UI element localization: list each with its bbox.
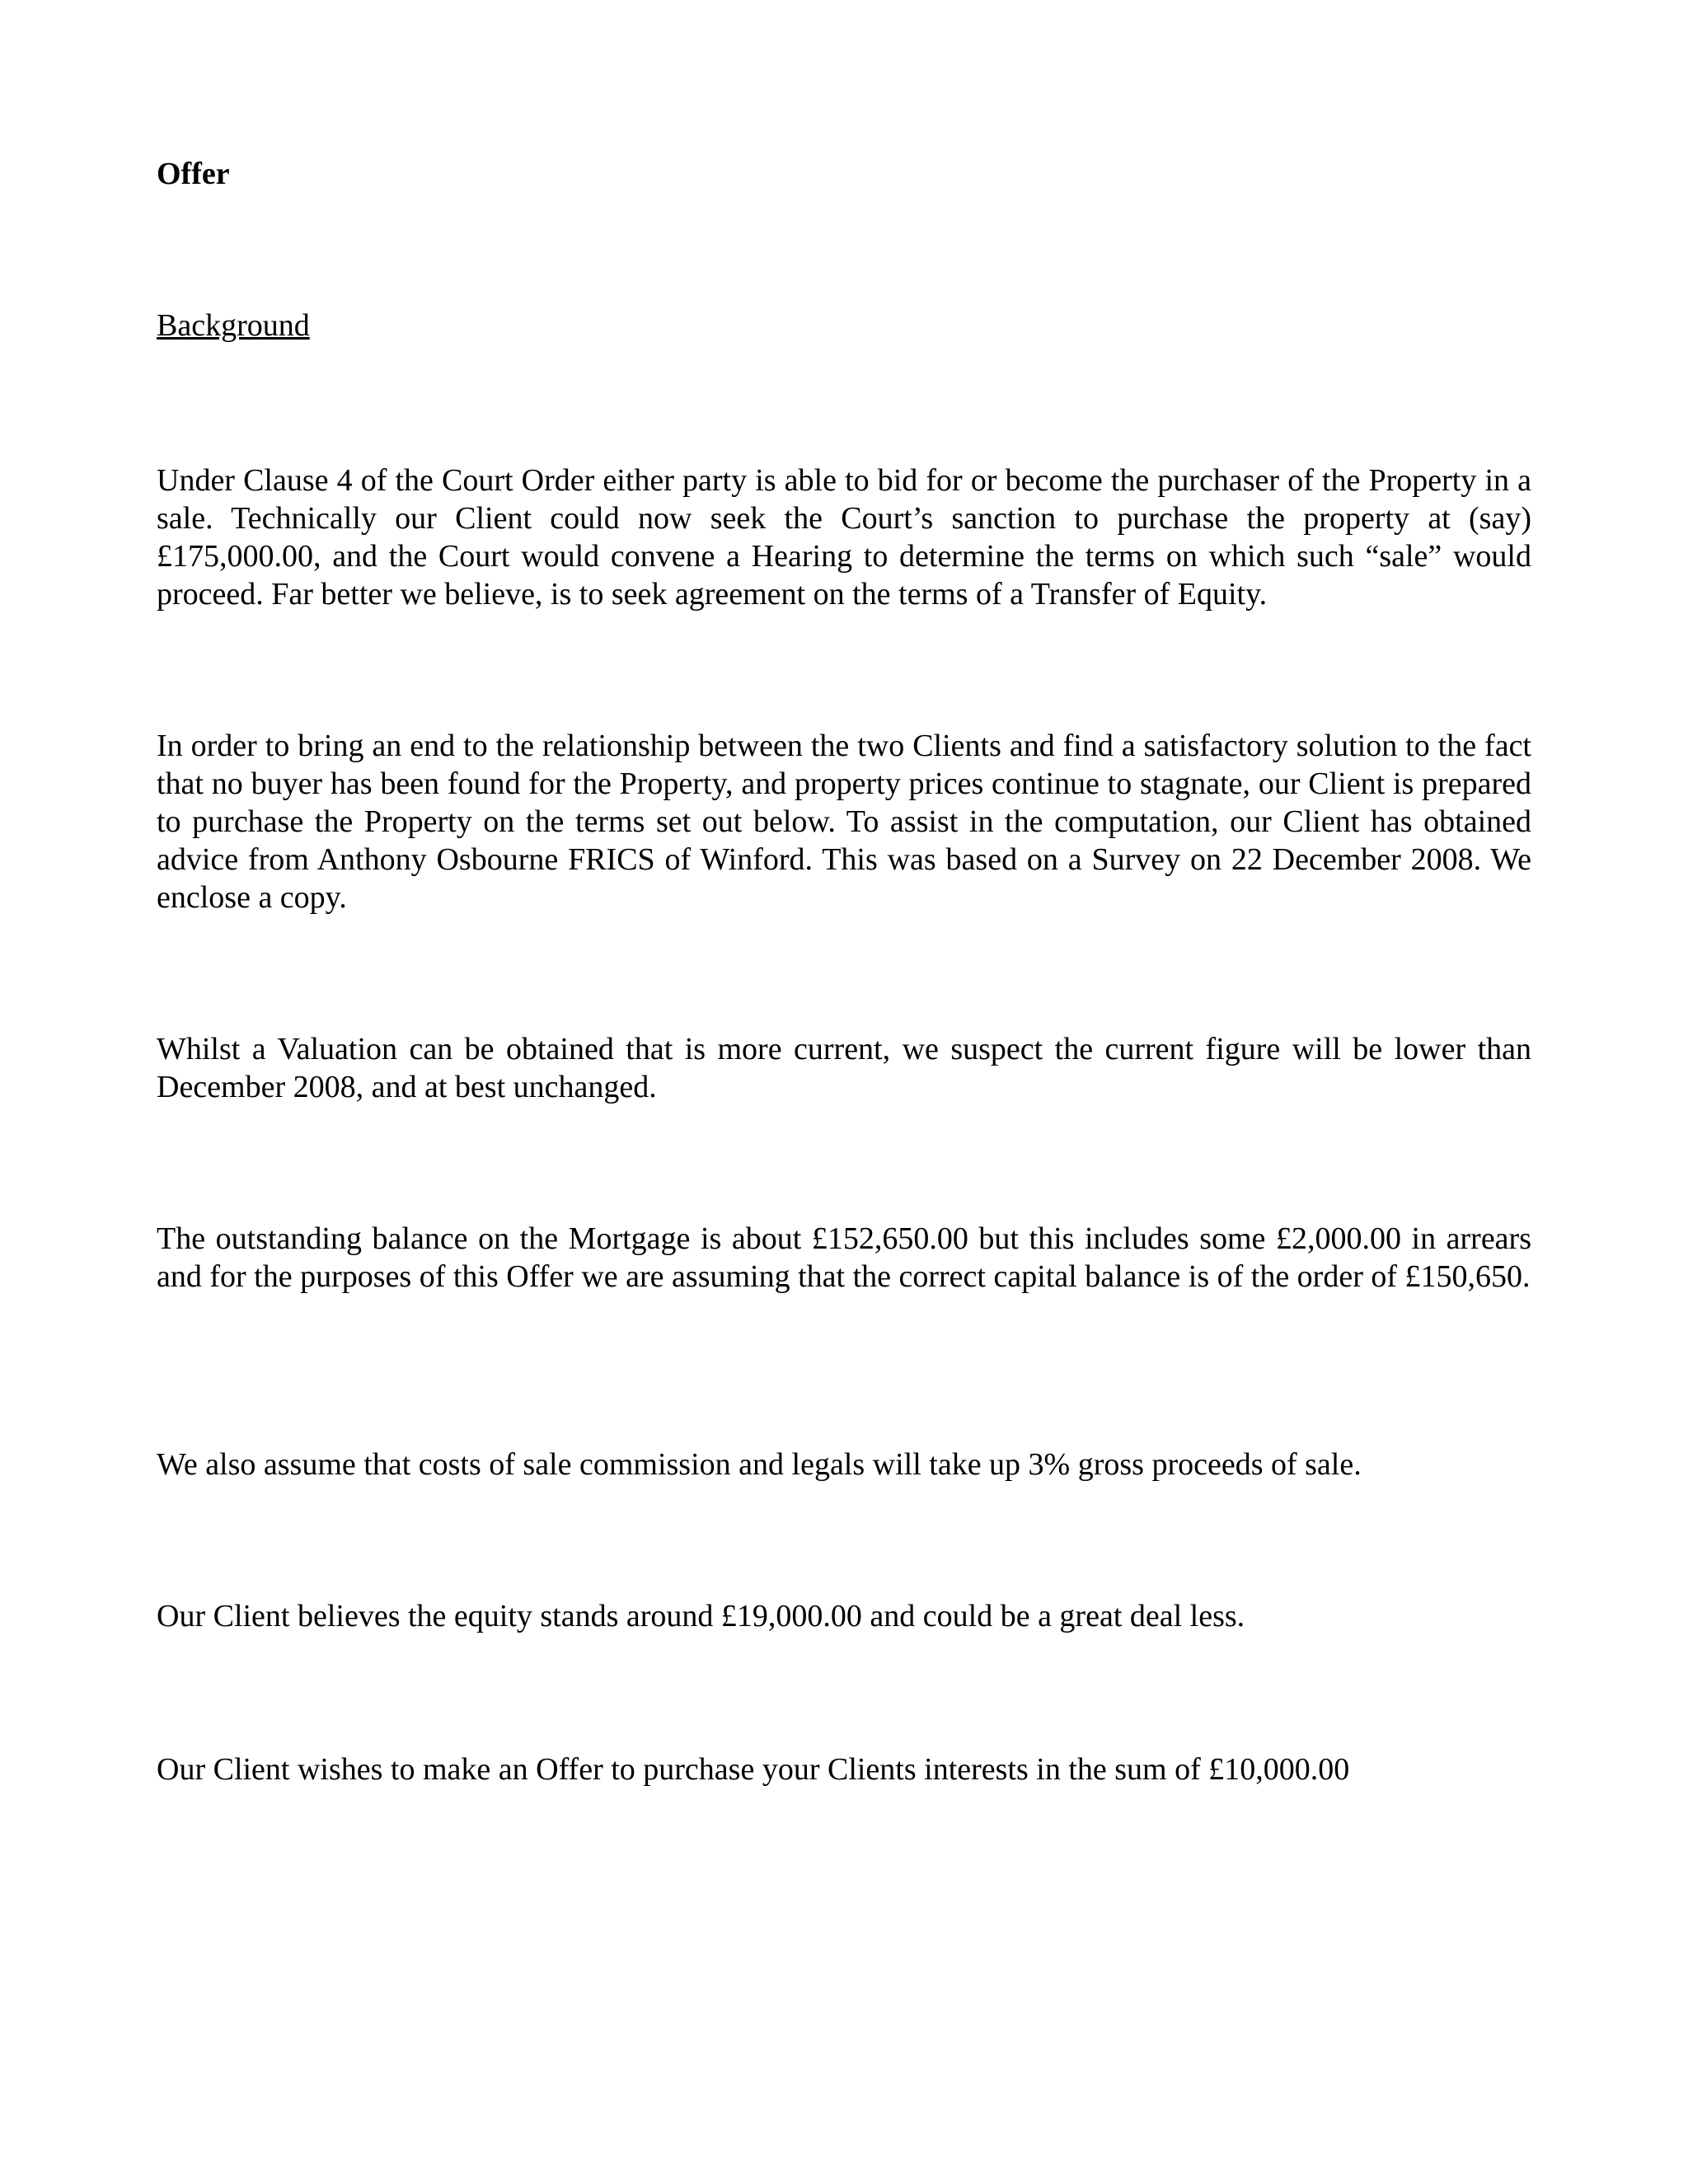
paragraph-offer: Our Client wishes to make an Offer to purchase your Clients interests in the sum of £10,000.00 bbox=[157, 1752, 1350, 1787]
paragraph-costs: We also assume that costs of sale commission and legals will take up 3% gross proceeds of sale. bbox=[157, 1447, 1362, 1482]
paragraph-court-order: Under Clause 4 of the Court Order either party is able to bid for or become the purchaser of the Property in a sale. Technically our Client could now seek the Court’s sanction to purchase the property at (say) £175,000.00, and the Court would convene a Hearing to determine the terms on which such “sale” would proceed. Far better we believe, is to seek agreement on the terms of a Transfer of Equity. bbox=[157, 463, 1531, 612]
document-title: Offer bbox=[157, 157, 230, 191]
paragraph-valuation: Whilst a Valuation can be obtained that is more current, we suspect the current figure will be lower than December 2008, and at best unchanged. bbox=[157, 1032, 1531, 1104]
paragraph-equity: Our Client believes the equity stands around £19,000.00 and could be a great deal less. bbox=[157, 1599, 1245, 1633]
section-heading: Background bbox=[157, 308, 310, 343]
paragraph-mortgage: The outstanding balance on the Mortgage is about £152,650.00 but this includes some £2,000.00 in arrears and for the purposes of this Offer we are assuming that the correct capital balance is of the order of £150,650. bbox=[157, 1221, 1531, 1294]
paragraph-relationship: In order to bring an end to the relationship between the two Clients and find a satisfactory solution to the fact that no buyer has been found for the Property, and property prices continue to stagnate, our Client is prepared to purchase the Property on the terms set out below. To assist in the computation, our Client has obtained advice from Anthony Osbourne FRICS of Winford. This was based on a Survey on 22 December 2008. We enclose a copy. bbox=[157, 729, 1531, 915]
